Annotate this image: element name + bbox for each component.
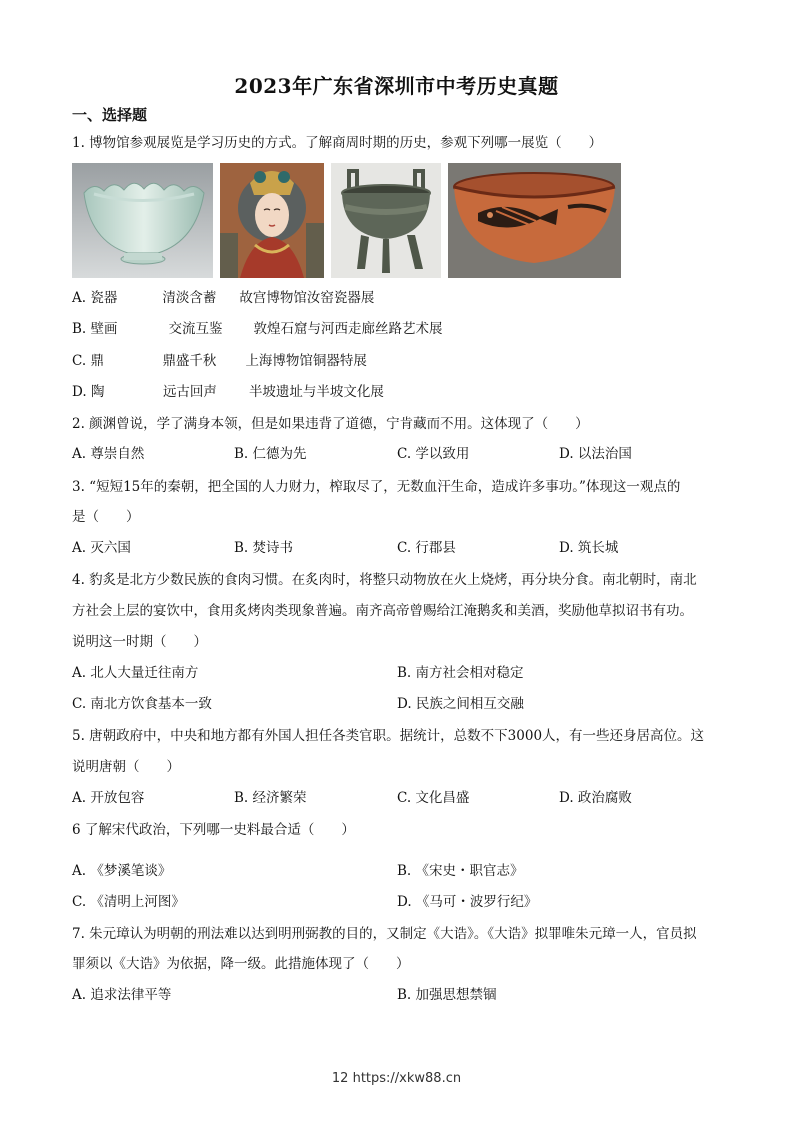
question-3-option-d: D. 筑长城 bbox=[559, 540, 619, 556]
question-1-option-b: B. 壁画 交流互鉴 敦煌石窟与河西走廊丝路艺术展 bbox=[72, 321, 443, 337]
question-3-option-c: C. 行郡县 bbox=[397, 540, 456, 556]
dunhuang-mural-image bbox=[220, 163, 324, 278]
question-2-option-d: D. 以法治国 bbox=[559, 446, 632, 462]
question-5-option-d: D. 政治腐败 bbox=[559, 790, 632, 806]
question-6-stem: 6 了解宋代政治，下列哪一史料最合适（ ） bbox=[72, 822, 355, 838]
question-4-option-b: B. 南方社会相对稳定 bbox=[397, 665, 524, 681]
question-1-stem: 1. 博物馆参观展览是学习历史的方式。了解商周时期的历史，参观下列哪一展览（ ） bbox=[72, 135, 603, 151]
question-5-stem-line-1: 5. 唐朝政府中，中央和地方都有外国人担任各类官职。据统计，总数不下3000人，有一些还身居高位。这 bbox=[72, 728, 705, 744]
question-2-option-b: B. 仁德为先 bbox=[234, 446, 307, 462]
question-5-option-a: A. 开放包容 bbox=[72, 790, 145, 806]
section-heading: 一、选择题 bbox=[72, 106, 148, 124]
question-7-stem-line-1: 7. 朱元璋认为明朝的刑法难以达到明刑弼教的目的，又制定《大诰》。《大诰》拟罪唯朱元璋一人，官员拟 bbox=[72, 926, 697, 942]
question-2-stem: 2. 颜渊曾说，学了满身本领，但是如果违背了道德，宁肯藏而不用。这体现了（ ） bbox=[72, 416, 589, 432]
question-4-stem-line-1: 4. 豹炙是北方少数民族的食肉习惯。在炙肉时，将整只动物放在火上烧烤，再分块分食。南北朝时，南北 bbox=[72, 572, 697, 588]
question-4-stem-line-2: 方社会上层的宴饮中，食用炙烤肉类现象普遍。南齐高帝曾赐给江淹鹅炙和美酒，奖励他草拟诏书有功。 bbox=[72, 603, 693, 619]
question-4-option-a: A. 北人大量迁往南方 bbox=[72, 665, 199, 681]
question-2-option-c: C. 学以致用 bbox=[397, 446, 470, 462]
page-footer[interactable]: 12 https://xkw88.cn bbox=[331, 1071, 462, 1086]
question-5-option-c: C. 文化昌盛 bbox=[397, 790, 470, 806]
question-1-option-d: D. 陶 远古回声 半坡遗址与半坡文化展 bbox=[72, 384, 384, 400]
celadon-lotus-bowl-image bbox=[72, 163, 213, 278]
question-3-stem-line-2: 是（ ） bbox=[72, 509, 140, 525]
question-5-option-b: B. 经济繁荣 bbox=[234, 790, 307, 806]
page-title: 2023年广东省深圳市中考历史真题 bbox=[234, 74, 559, 98]
painted-pottery-basin-image bbox=[448, 163, 621, 278]
question-1-option-c: C. 鼎 鼎盛千秋 上海博物馆铜器特展 bbox=[72, 353, 367, 369]
question-3-option-a: A. 灭六国 bbox=[72, 540, 131, 556]
question-6-option-d: D. 《马可・波罗行纪》 bbox=[397, 894, 538, 910]
question-4-stem-line-3: 说明这一时期（ ） bbox=[72, 634, 207, 650]
question-7-option-b: B. 加强思想禁锢 bbox=[397, 987, 497, 1003]
question-4-option-c: C. 南北方饮食基本一致 bbox=[72, 696, 212, 712]
question-7-option-a: A. 追求法律平等 bbox=[72, 987, 172, 1003]
bronze-ding-image bbox=[331, 163, 441, 278]
question-3-option-b: B. 焚诗书 bbox=[234, 540, 294, 556]
question-6-option-c: C. 《清明上河图》 bbox=[72, 894, 185, 910]
question-4-option-d: D. 民族之间相互交融 bbox=[397, 696, 524, 712]
question-6-option-b: B. 《宋史・职官志》 bbox=[397, 863, 524, 879]
question-5-stem-line-2: 说明唐朝（ ） bbox=[72, 759, 180, 775]
question-7-stem-line-2: 罪须以《大诰》为依据，降一级。此措施体现了（ ） bbox=[72, 956, 410, 972]
question-2-option-a: A. 尊崇自然 bbox=[72, 446, 145, 462]
question-3-stem-line-1: 3. “短短15年的秦朝，把全国的人力财力，榨取尽了，无数血汗生命，造成许多事功。”体现这一观点的 bbox=[72, 479, 681, 495]
question-6-option-a: A. 《梦溪笔谈》 bbox=[72, 863, 172, 879]
question-1-option-a: A. 瓷器 清淡含蓄 故宫博物馆汝窑瓷器展 bbox=[72, 290, 375, 306]
